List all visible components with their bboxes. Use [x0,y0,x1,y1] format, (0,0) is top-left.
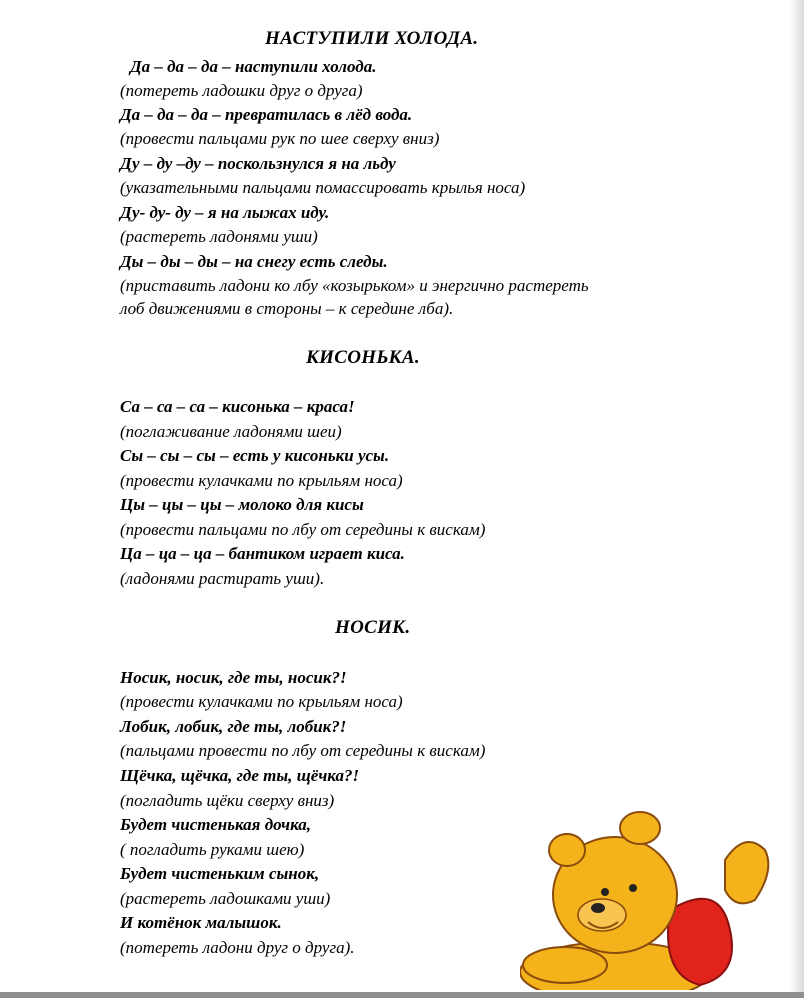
instruction-line: (растереть ладонями уши) [120,227,318,246]
instruction-line: ( погладить руками шею) [120,840,305,859]
instruction-line: (провести кулачками по крыльям носа) [120,692,403,711]
verse-line: Носик, носик, где ты, носик?! [120,668,347,687]
instruction-line: (поглаживание ладонями шеи) [120,422,342,441]
verse-line: Лобик, лобик, где ты, лобик?! [120,717,347,736]
instruction-line: (провести пальцами рук по шее сверху вниз) [120,129,440,148]
page-bottom-border [0,992,804,998]
verse-line: Да – да – да – превратилась в лёд вода. [120,105,413,124]
instruction-line: (растереть ладошками уши) [120,889,331,908]
verse-line: Будет чистеньким сынок, [120,864,320,883]
instruction-line: (пальцами провести по лбу от середины к вискам) [120,741,486,760]
verse-line: Ца – ца – ца – бантиком играет киса. [120,544,405,563]
instruction-line: (потереть ладошки друг о друга) [120,81,363,100]
instruction-line: (провести пальцами по лбу от середины к вискам) [120,520,486,539]
section-title-1: НАСТУПИЛИ ХОЛОДА. [265,28,479,49]
verse-line: Сы – сы – сы – есть у кисоньки усы. [120,446,390,465]
verse-line: Будет чистенькая дочка, [120,815,312,834]
instruction-line: (потереть ладони друг о друга). [120,938,355,957]
instruction-line: (приставить ладони ко лбу «козырьком» и энергично растереть [120,276,589,295]
verse-line: Са – са – са – кисонька – краса! [120,397,355,416]
verse-line: Цы – цы – цы – молоко для кисы [120,495,364,514]
verse-line: Да – да – да – наступили холода. [130,57,377,76]
instruction-line: (провести кулачками по крыльям носа) [120,471,403,490]
section-title-2: КИСОНЬКА. [306,347,420,368]
section-title-3: НОСИК. [335,617,411,638]
verse-line: И котёнок малышок. [120,913,282,932]
instruction-line: лоб движениями в стороны – к середине лба). [120,299,454,318]
instruction-line: (указательными пальцами помассировать крылья носа) [120,178,526,197]
bear-cartoon-icon [520,800,790,990]
verse-line: Ду – ду –ду – поскользнулся я на льду [120,154,396,173]
verse-line: Ды – ды – ды – на снегу есть следы. [120,252,388,271]
verse-line: Ду- ду- ду – я на лыжах иду. [120,203,330,222]
page-edge [790,0,804,998]
verse-line: Щёчка, щёчка, где ты, щёчка?! [120,766,360,785]
instruction-line: (погладить щёки сверху вниз) [120,791,335,810]
instruction-line: (ладонями растирать уши). [120,569,325,588]
